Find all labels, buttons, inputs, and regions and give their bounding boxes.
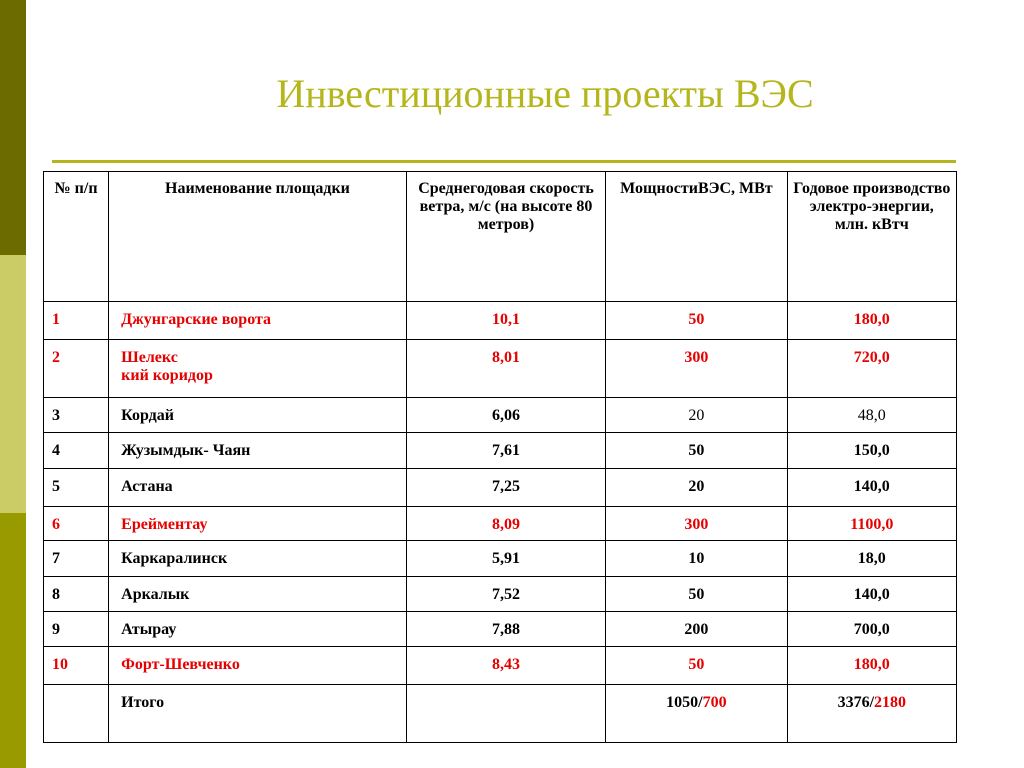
slide-title: Инвестиционные проекты ВЭС xyxy=(276,71,814,116)
cell-energy: 700,0 xyxy=(787,612,956,647)
cell-num: 8 xyxy=(44,577,109,612)
table-row xyxy=(44,302,957,340)
cell-num: 9 xyxy=(44,612,109,647)
cell-speed: 5,91 xyxy=(406,541,605,577)
cell-speed: 7,61 xyxy=(406,433,605,469)
header-energy: Годовое производство электро-энергии, млн. кВтч xyxy=(787,172,956,302)
header-name: Наименование площадки xyxy=(109,172,407,302)
cell-power: 50 xyxy=(606,647,787,685)
cell-name-line2: кий коридор xyxy=(121,367,213,384)
cell-num: 5 xyxy=(44,469,109,507)
total-energy-main: 3376/ xyxy=(837,694,875,711)
bar-segment-mid xyxy=(0,513,26,768)
cell-name-line1: Шелекс xyxy=(121,349,178,366)
cell-speed: 8,43 xyxy=(406,647,605,685)
table-header-row xyxy=(44,172,957,302)
cell-energy: 720,0 xyxy=(787,340,956,398)
table-total-row xyxy=(44,685,957,743)
cell-power: 20 xyxy=(606,469,787,507)
wind-projects-table xyxy=(43,171,957,743)
cell-energy: 48,0 xyxy=(787,398,956,433)
cell-num: 7 xyxy=(44,541,109,577)
cell-num: 1 xyxy=(44,302,109,340)
table-row xyxy=(44,398,957,433)
cell-energy: 1100,0 xyxy=(787,507,956,541)
cell-energy: 180,0 xyxy=(787,647,956,685)
table-row xyxy=(44,612,957,647)
cell-name: Кордай xyxy=(109,398,407,433)
cell-energy: 150,0 xyxy=(787,433,956,469)
cell-speed xyxy=(406,685,605,743)
cell-name: Аркалык xyxy=(109,577,407,612)
header-power: МощностиВЭС, МВт xyxy=(606,172,787,302)
cell-num xyxy=(44,685,109,743)
cell-energy: 140,0 xyxy=(787,469,956,507)
table-row xyxy=(44,577,957,612)
bar-segment-light xyxy=(0,255,26,513)
cell-name: Ерейментау xyxy=(109,507,407,541)
total-power xyxy=(606,685,787,743)
cell-power: 300 xyxy=(606,507,787,541)
cell-speed: 7,52 xyxy=(406,577,605,612)
table-row xyxy=(44,541,957,577)
cell-power: 300 xyxy=(606,340,787,398)
cell-speed: 8,01 xyxy=(406,340,605,398)
header-num: № п/п xyxy=(44,172,109,302)
title-divider xyxy=(52,160,956,163)
total-label: Итого xyxy=(109,685,407,743)
cell-power: 50 xyxy=(606,433,787,469)
cell-speed: 8,09 xyxy=(406,507,605,541)
cell-num: 4 xyxy=(44,433,109,469)
total-power-highlight: 700 xyxy=(702,694,727,711)
table-row xyxy=(44,647,957,685)
table-row xyxy=(44,340,957,398)
cell-power: 200 xyxy=(606,612,787,647)
bar-segment-dark xyxy=(0,0,26,255)
total-energy-highlight: 2180 xyxy=(874,694,907,711)
table-row xyxy=(44,433,957,469)
cell-num: 3 xyxy=(44,398,109,433)
cell-energy: 18,0 xyxy=(787,541,956,577)
cell-speed: 7,25 xyxy=(406,469,605,507)
table-row xyxy=(44,507,957,541)
cell-num: 6 xyxy=(44,507,109,541)
cell-power: 50 xyxy=(606,577,787,612)
cell-speed: 7,88 xyxy=(406,612,605,647)
cell-num: 10 xyxy=(44,647,109,685)
table-row xyxy=(44,469,957,507)
cell-name: Астана xyxy=(109,469,407,507)
cell-name: Джунгарские ворота xyxy=(109,302,407,340)
cell-name: Каркаралинск xyxy=(109,541,407,577)
cell-energy: 140,0 xyxy=(787,577,956,612)
cell-power: 10 xyxy=(606,541,787,577)
cell-energy: 180,0 xyxy=(787,302,956,340)
cell-num: 2 xyxy=(44,340,109,398)
cell-speed: 6,06 xyxy=(406,398,605,433)
cell-name: Форт-Шевченко xyxy=(109,647,407,685)
cell-speed: 10,1 xyxy=(406,302,605,340)
cell-name xyxy=(109,340,407,398)
header-speed: Среднегодовая скорость ветра, м/с (на высоте 80 метров) xyxy=(406,172,605,302)
cell-name: Жузымдык- Чаян xyxy=(109,433,407,469)
cell-name: Атырау xyxy=(109,612,407,647)
cell-power: 20 xyxy=(606,398,787,433)
total-power-main: 1050/ xyxy=(666,694,703,711)
total-energy xyxy=(787,685,956,743)
cell-power: 50 xyxy=(606,302,787,340)
